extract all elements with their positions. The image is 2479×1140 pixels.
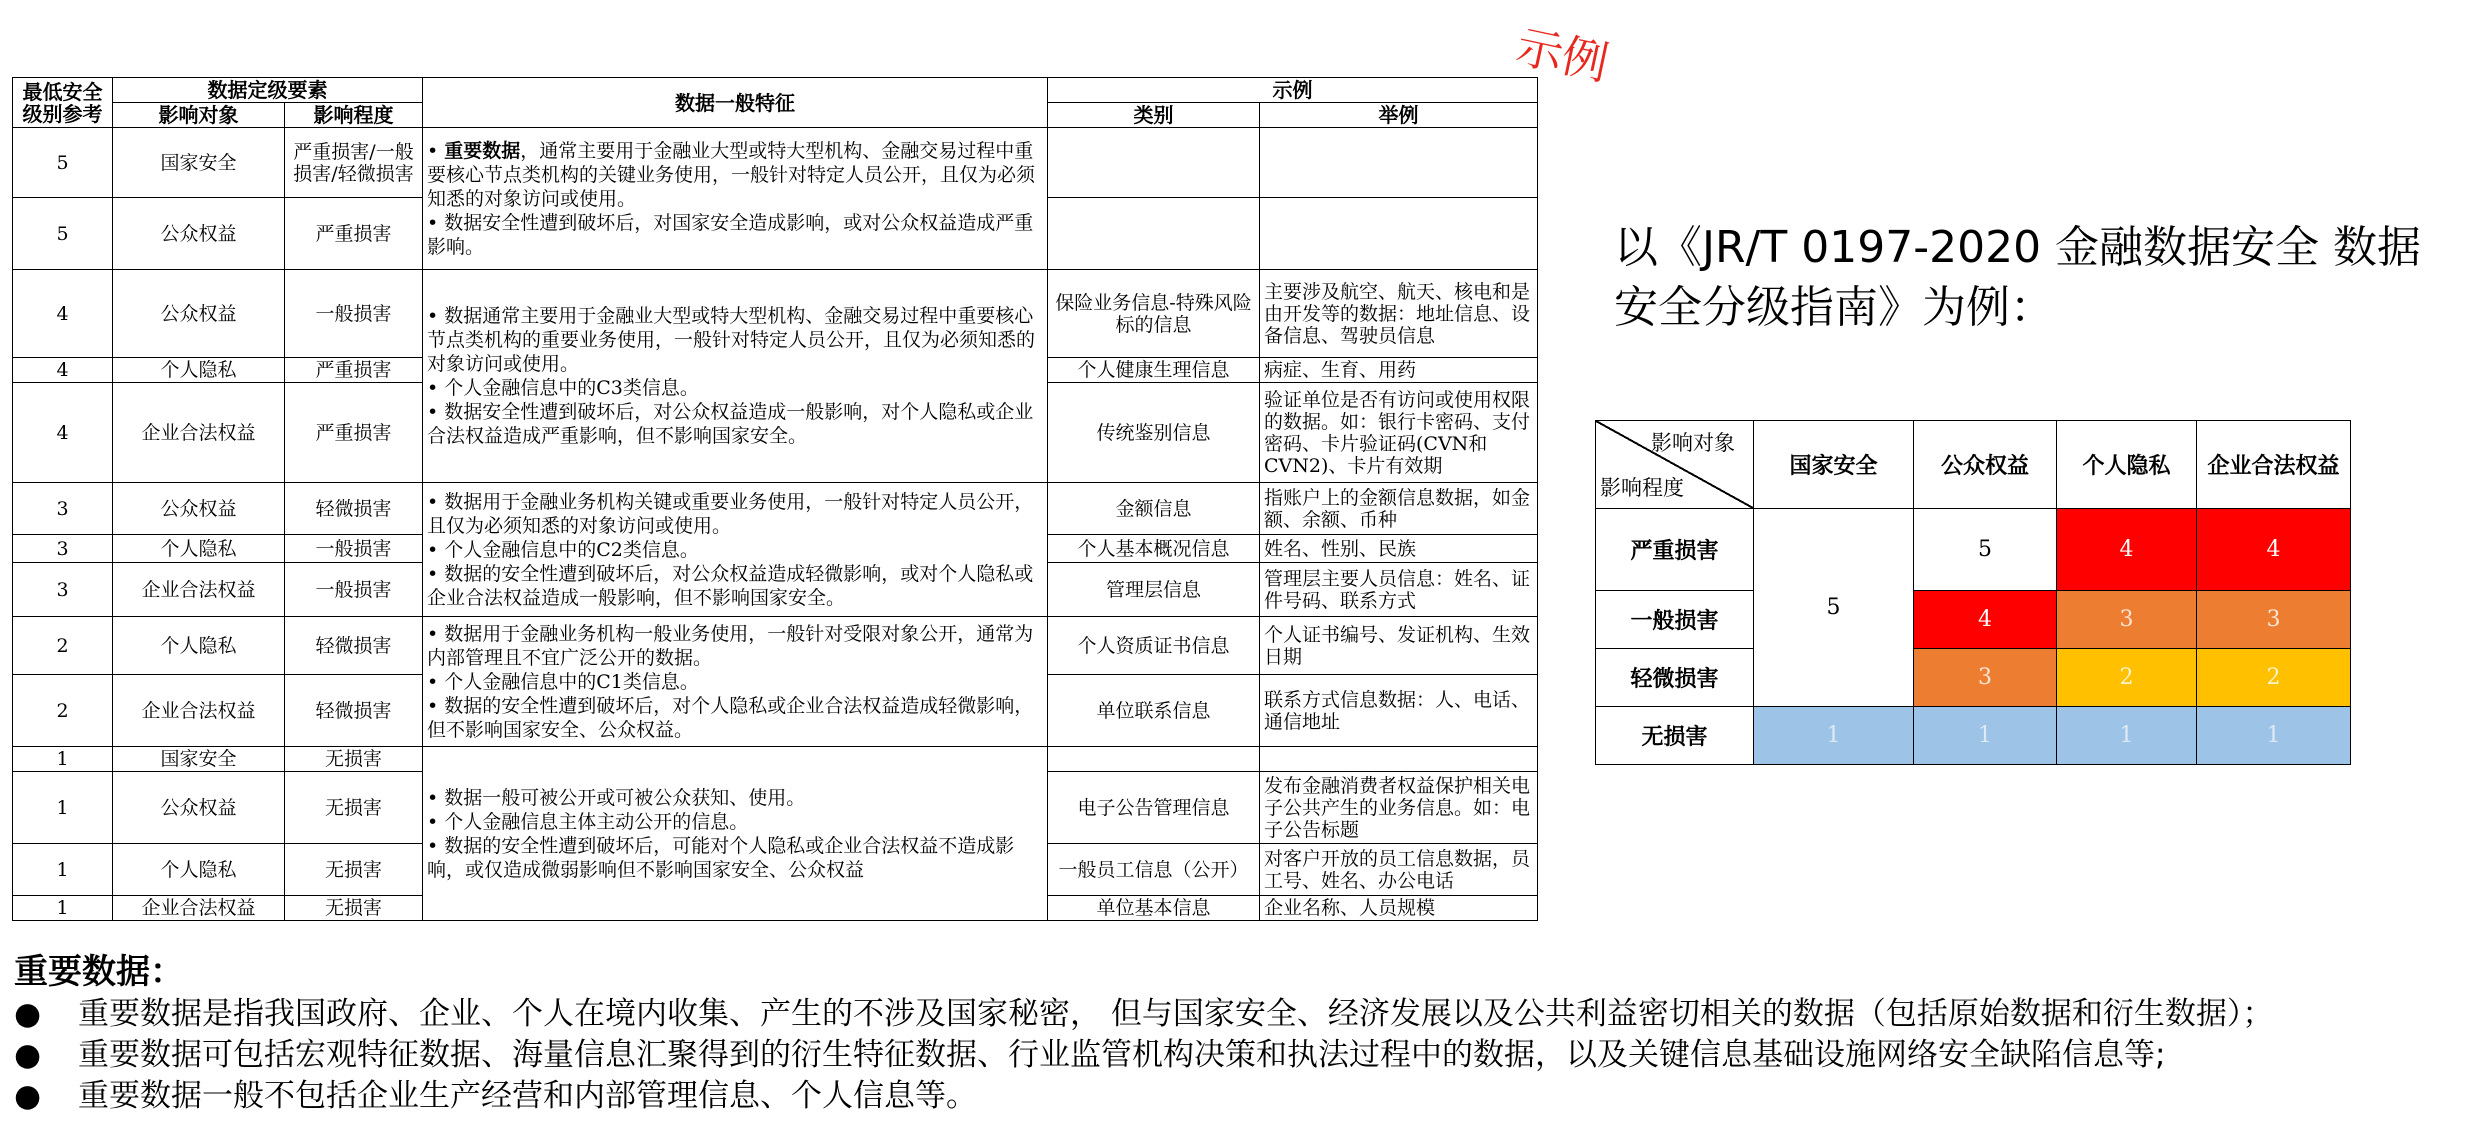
corner-degree-label: 影响程度 (1600, 476, 1684, 500)
matrix-col-header: 国家安全 (1754, 421, 1914, 509)
category-cell: 金额信息 (1048, 483, 1260, 535)
notes-heading: 重要数据： (14, 952, 184, 992)
category-cell: 管理层信息 (1048, 563, 1260, 617)
right-title: 以《JR/T 0197-2020 金融数据安全 数据安全分级指南》为例： (1614, 222, 2422, 333)
feature-line: • 数据用于金融业务机构关键或重要业务使用，一般针对特定人员公开，且仅为必须知悉的对象访问或使用。 (427, 490, 1034, 537)
category-cell: 单位基本信息 (1048, 896, 1260, 921)
object-cell: 公众权益 (113, 483, 285, 535)
feature-cell (423, 128, 1048, 270)
object-cell: 公众权益 (113, 270, 285, 358)
header-object: 影响对象 (113, 103, 285, 128)
header-features: 数据一般特征 (423, 78, 1048, 128)
matrix-col-header: 企业合法权益 (2197, 421, 2351, 509)
table-row (13, 483, 1538, 535)
category-cell: 单位联系信息 (1048, 675, 1260, 747)
degree-cell: 严重损害 (285, 198, 423, 270)
category-cell: 个人资质证书信息 (1048, 617, 1260, 675)
level-cell: 1 (13, 896, 113, 921)
level-cell: 3 (13, 483, 113, 535)
matrix-cell-national: 5 (1754, 509, 1914, 707)
instance-cell: 管理层主要人员信息：姓名、证件号码、联系方式 (1260, 563, 1538, 617)
matrix-cell: 3 (2197, 591, 2351, 649)
instance-cell: 姓名、性别、民族 (1260, 535, 1538, 563)
feature-cell (423, 483, 1048, 617)
matrix-cell: 4 (2057, 509, 2197, 591)
object-cell: 公众权益 (113, 772, 285, 844)
matrix-col-header: 个人隐私 (2057, 421, 2197, 509)
header-degree: 影响程度 (285, 103, 423, 128)
matrix-row-header: 无损害 (1596, 707, 1754, 765)
degree-cell: 一般损害 (285, 535, 423, 563)
object-cell: 企业合法权益 (113, 675, 285, 747)
feature-line: • 数据的安全性遭到破坏后，对公众权益造成轻微影响，或对个人隐私或企业合法权益造成一般影响，但不影响国家安全。 (427, 562, 1034, 609)
feature-line: • 数据安全性遭到破坏后，对公众权益造成一般影响，对个人隐私或企业合法权益造成严重影响，但不影响国家安全。 (427, 401, 1034, 447)
feature-line: • 重要数据，通常主要用于金融业大型或特大型机构、金融交易过程中重要核心节点类机构的关键业务使用，一般针对特定人员公开，且仅为必须知悉的对象访问或使用。 (427, 139, 1036, 210)
bullet-icon: ● (14, 1037, 42, 1073)
degree-cell: 无损害 (285, 896, 423, 921)
matrix-col-header: 公众权益 (1914, 421, 2057, 509)
level-cell: 5 (13, 198, 113, 270)
note-item (14, 1076, 2474, 1117)
level-cell: 3 (13, 563, 113, 617)
level-cell: 5 (13, 128, 113, 198)
degree-cell: 无损害 (285, 772, 423, 844)
bullet-icon: ● (14, 996, 42, 1032)
degree-cell: 一般损害 (285, 270, 423, 358)
instance-cell (1260, 198, 1538, 270)
classification-table (12, 77, 1538, 921)
degree-cell: 一般损害 (285, 563, 423, 617)
table-row (13, 270, 1538, 358)
instance-cell (1260, 747, 1538, 772)
matrix-cell: 3 (2057, 591, 2197, 649)
matrix-row (1596, 707, 2351, 765)
matrix-row-header: 轻微损害 (1596, 649, 1754, 707)
corner-object-label: 影响对象 (1651, 431, 1735, 455)
instance-cell: 个人证书编号、发证机构、生效日期 (1260, 617, 1538, 675)
important-data-notes (14, 950, 2474, 1117)
header-elements: 数据定级要素 (113, 78, 423, 103)
instance-cell: 企业名称、人员规模 (1260, 896, 1538, 921)
feature-cell (423, 270, 1048, 483)
degree-cell: 轻微损害 (285, 483, 423, 535)
degree-cell: 无损害 (285, 844, 423, 896)
object-cell: 国家安全 (113, 747, 285, 772)
matrix-row-header: 一般损害 (1596, 591, 1754, 649)
category-cell (1048, 128, 1260, 198)
category-cell: 个人健康生理信息 (1048, 358, 1260, 383)
matrix-cell: 1 (2057, 707, 2197, 765)
object-cell: 个人隐私 (113, 358, 285, 383)
bullet-icon: ● (14, 1078, 42, 1114)
level-cell: 1 (13, 772, 113, 844)
object-cell: 企业合法权益 (113, 563, 285, 617)
degree-cell: 轻微损害 (285, 675, 423, 747)
level-cell: 4 (13, 270, 113, 358)
note-item (14, 1035, 2474, 1076)
table-row (13, 747, 1538, 772)
note-text: 重要数据可包括宏观特征数据、海量信息汇聚得到的衍生特征数据、行业监管机构决策和执法过程中的数据，以及关键信息基础设施网络安全缺陷信息等; (78, 1037, 2166, 1073)
matrix-cell: 4 (1914, 591, 2057, 649)
degree-cell: 严重损害 (285, 383, 423, 483)
instance-cell: 联系方式信息数据：人、电话、通信地址 (1260, 675, 1538, 747)
table-row (13, 128, 1538, 198)
feature-cell (423, 617, 1048, 747)
object-cell: 国家安全 (113, 128, 285, 198)
note-text: 重要数据一般不包括企业生产经营和内部管理信息、个人信息等。 (78, 1078, 977, 1114)
category-cell (1048, 747, 1260, 772)
header-instance: 举例 (1260, 103, 1538, 128)
instance-cell: 指账户上的金额信息数据，如金额、余额、币种 (1260, 483, 1538, 535)
feature-line: • 数据用于金融业务机构一般业务使用，一般针对受限对象公开，通常为内部管理且不宜广泛公开的数据。 (427, 622, 1034, 669)
table-row (13, 617, 1538, 675)
matrix-cell: 1 (2197, 707, 2351, 765)
level-cell: 1 (13, 844, 113, 896)
matrix-cell: 4 (2197, 509, 2351, 591)
header-example: 示例 (1048, 78, 1538, 103)
feature-line: • 个人金融信息中的C1类信息。 (427, 670, 699, 693)
degree-cell: 无损害 (285, 747, 423, 772)
instance-cell: 主要涉及航空、航天、核电和是由开发等的数据：地址信息、设备信息、驾驶员信息 (1260, 270, 1538, 358)
feature-line: • 数据一般可被公开或可被公众获知、使用。 (427, 786, 806, 809)
matrix-cell: 1 (1754, 707, 1914, 765)
object-cell: 公众权益 (113, 198, 285, 270)
level-cell: 3 (13, 535, 113, 563)
matrix-cell: 1 (1914, 707, 2057, 765)
matrix-row (1596, 649, 2351, 707)
feature-line: • 数据的安全性遭到破坏后，对个人隐私或企业合法权益造成轻微影响，但不影响国家安全、公众权益。 (427, 694, 1034, 741)
instance-cell: 对客户开放的员工信息数据，员工号、姓名、办公电话 (1260, 844, 1538, 896)
level-cell: 4 (13, 383, 113, 483)
matrix-cell: 2 (2057, 649, 2197, 707)
instance-cell: 验证单位是否有访问或使用权限的数据。如：银行卡密码、支付密码、卡片验证码(CVN和CVN2)、卡片有效期 (1260, 383, 1538, 483)
feature-line: • 数据安全性遭到破坏后，对国家安全造成影响，或对公众权益造成严重影响。 (427, 211, 1034, 258)
level-matrix (1595, 420, 2351, 765)
matrix-cell: 5 (1914, 509, 2057, 591)
object-cell: 个人隐私 (113, 844, 285, 896)
instance-cell (1260, 128, 1538, 198)
matrix-row (1596, 509, 2351, 591)
feature-line: • 数据的安全性遭到破坏后，可能对个人隐私或企业合法权益不造成影响，或仅造成微弱影响但不影响国家安全、公众权益 (427, 834, 1015, 881)
category-cell: 个人基本概况信息 (1048, 535, 1260, 563)
header-category: 类别 (1048, 103, 1260, 128)
matrix-cell: 2 (2197, 649, 2351, 707)
object-cell: 企业合法权益 (113, 383, 285, 483)
feature-line: • 数据通常主要用于金融业大型或特大型机构、金融交易过程中重要核心节点类机构的重要业务使用，一般针对特定人员公开，且仅为必须知悉的对象访问或使用。 (427, 305, 1036, 375)
note-text: 重要数据是指我国政府、企业、个人在境内收集、产生的不涉及国家秘密， 但与国家安全、经济发展以及公共利益密切相关的数据（包括原始数据和衍生数据）； (78, 996, 2274, 1032)
category-cell: 一般员工信息（公开） (1048, 844, 1260, 896)
feature-line: • 个人金融信息主体主动公开的信息。 (427, 810, 749, 833)
instance-cell: 病症、生育、用药 (1260, 358, 1538, 383)
matrix-row-header: 严重损害 (1596, 509, 1754, 591)
example-stamp: 示例 (1511, 18, 1614, 91)
object-cell: 企业合法权益 (113, 896, 285, 921)
feature-line: • 个人金融信息中的C2类信息。 (427, 538, 699, 561)
degree-cell: 严重损害/一般损害/轻微损害 (285, 128, 423, 198)
instance-cell: 发布金融消费者权益保护相关电子公共产生的业务信息。如：电子公告标题 (1260, 772, 1538, 844)
degree-cell: 严重损害 (285, 358, 423, 383)
category-cell (1048, 198, 1260, 270)
level-cell: 2 (13, 617, 113, 675)
category-cell: 保险业务信息-特殊风险标的信息 (1048, 270, 1260, 358)
note-item (14, 994, 2474, 1035)
category-cell: 电子公告管理信息 (1048, 772, 1260, 844)
level-cell: 2 (13, 675, 113, 747)
category-cell: 传统鉴别信息 (1048, 383, 1260, 483)
matrix-cell: 3 (1914, 649, 2057, 707)
level-cell: 1 (13, 747, 113, 772)
level-cell: 4 (13, 358, 113, 383)
matrix-row (1596, 591, 2351, 649)
matrix-corner (1596, 421, 1754, 509)
object-cell: 个人隐私 (113, 535, 285, 563)
header-level: 最低安全级别参考 (13, 78, 113, 128)
feature-cell (423, 747, 1048, 921)
feature-line: • 个人金融信息中的C3类信息。 (427, 377, 699, 399)
object-cell: 个人隐私 (113, 617, 285, 675)
degree-cell: 轻微损害 (285, 617, 423, 675)
